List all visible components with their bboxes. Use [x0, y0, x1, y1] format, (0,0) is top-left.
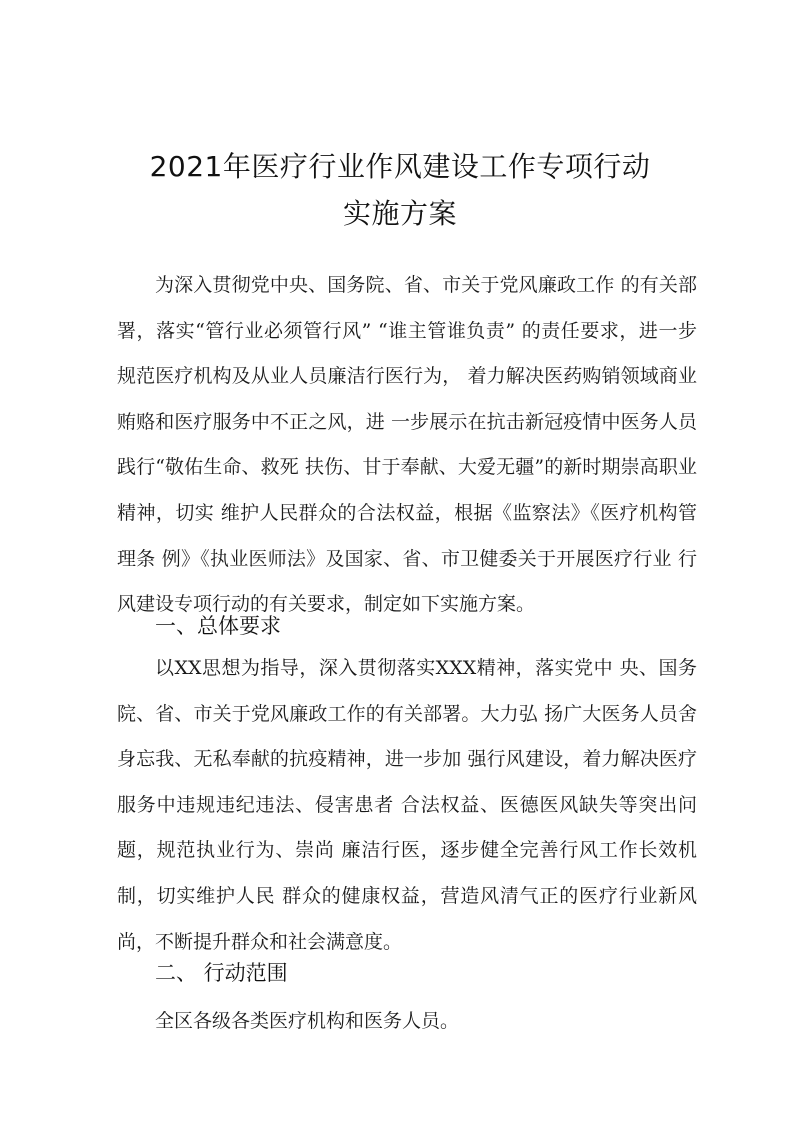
section-heading-overall-requirements: 一、总体要求: [155, 614, 281, 638]
document-title-line-1: 2021年医疗行业作风建设工作专项行动: [149, 150, 651, 183]
intro-text: 为深入贯彻党中央、国务院、省、市关于党风廉政工作 的有关部署，落实“管行业必须管行风” “谁主管谁负责” 的责任要求，进一步规范医疗机构及从业人员廉洁行医行为， 着力解决医药购销领域商业贿赂和医疗服务中不正之风，进 一步展示在抗击新冠疫情中医务人员践行“敬佑生命、救死 扶伤、甘于奉献、大爱无疆”的新时期崇高职业精神，切实 维护人民群众的合法权益，根据《监察法》《医疗机构管理条 例》《执业医师法》及国家、省、市卫健委关于开展医疗行业 行风建设专项行动的有关要求，制定如下实施方案。: [117, 274, 697, 616]
section-paragraph-overall-requirements: [117, 646, 697, 965]
section-text-overall-requirements: 以XX思想为指导，深入贯彻落实XXX精神，落实党中 央、国务院、省、市关于党风廉政工作的有关部署。大力弘 扬广大医务人员舍身忘我、无私奉献的抗疫精神，进一步加 强行风建设，着力解决医疗服务中违规违纪违法、侵害患者 合法权益、医德医风缺失等突出问题，规范执业行为、崇尚 廉洁行医，逐步健全完善行风工作长效机制，切实维护人民 群众的健康权益，营造风清气正的医疗行业新风尚，不断提升群众和社会满意度。: [117, 657, 697, 953]
section-text-action-scope: 全区各级各类医疗机构和医务人员。: [155, 1010, 460, 1032]
document-title-line-2: 实施方案: [342, 197, 457, 230]
section-paragraph-action-scope: [117, 999, 697, 1045]
section-heading-action-scope: 二、 行动范围: [155, 961, 288, 985]
intro-paragraph: [117, 263, 697, 628]
